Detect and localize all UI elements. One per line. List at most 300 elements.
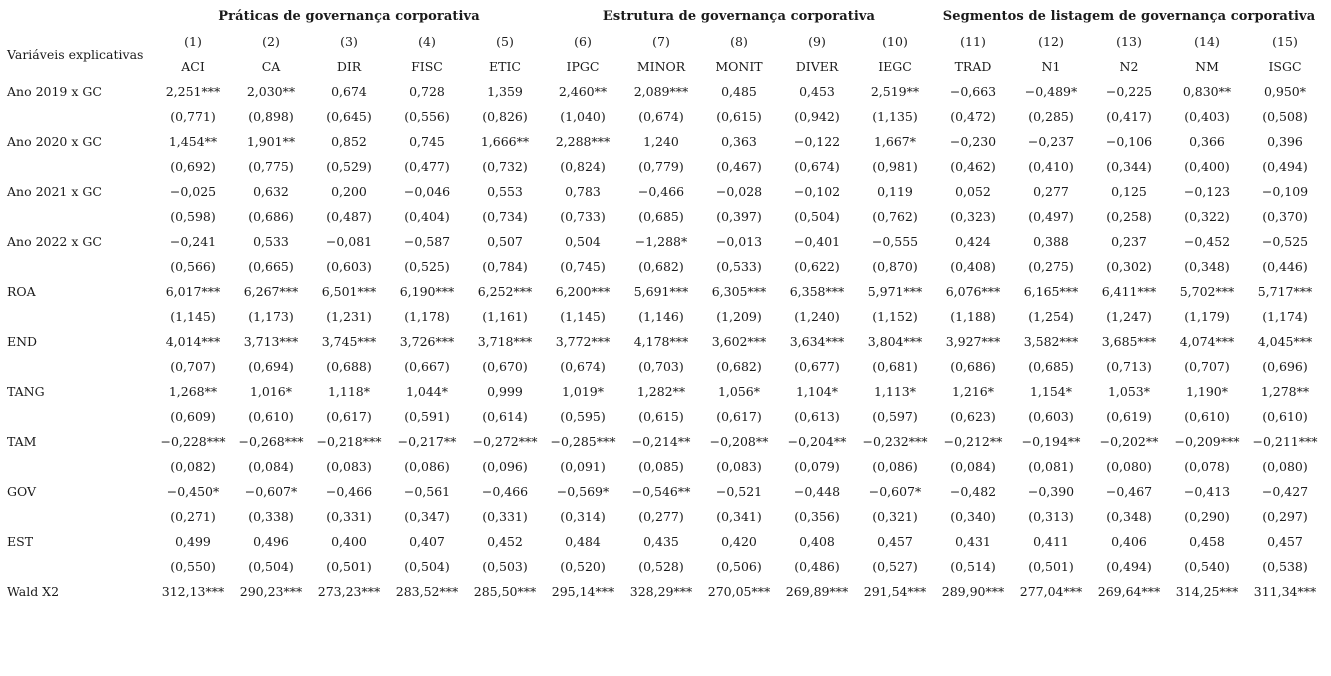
table-cell: 1,113* xyxy=(873,384,917,399)
row-label xyxy=(4,254,154,279)
table-cell: (1,040) xyxy=(560,109,606,124)
table-cell: (0,080) xyxy=(1262,459,1308,474)
table-cell: −0,546** xyxy=(631,484,691,499)
table-cell: −0,390 xyxy=(1027,484,1075,499)
table-cell: (0,707) xyxy=(1184,359,1230,374)
standard-error-row xyxy=(4,554,1324,579)
table-cell: (0,538) xyxy=(1262,559,1308,574)
table-cell: −0,607* xyxy=(244,484,298,499)
table-cell: (0,514) xyxy=(950,559,996,574)
table-cell: −0,285*** xyxy=(550,434,616,449)
table-cell: −0,202** xyxy=(1099,434,1159,449)
table-cell: (0,477) xyxy=(404,159,450,174)
row-label: END xyxy=(7,334,38,349)
row-label: TAM xyxy=(7,434,37,449)
table-cell: −1,288* xyxy=(634,234,688,249)
table-cell: (0,314) xyxy=(560,509,606,524)
table-cell: −0,194** xyxy=(1021,434,1081,449)
table-cell: 311,34*** xyxy=(1253,584,1317,599)
table-cell: (0,504) xyxy=(794,209,840,224)
table-cell: 295,14*** xyxy=(551,584,615,599)
table-cell: 2,089*** xyxy=(633,84,689,99)
table-cell: (0,472) xyxy=(950,109,996,124)
table-cell: (0,290) xyxy=(1184,509,1230,524)
table-cell: 0,852 xyxy=(331,134,367,149)
table-cell: 1,901** xyxy=(246,134,296,149)
table-cell: (0,681) xyxy=(872,359,918,374)
column-code: DIVER xyxy=(795,59,839,74)
table-cell: (0,271) xyxy=(170,509,216,524)
table-cell: (0,674) xyxy=(794,159,840,174)
table-cell: 0,745 xyxy=(409,134,445,149)
table-cell: 1,044* xyxy=(405,384,449,399)
table-cell: (0,703) xyxy=(638,359,684,374)
table-cell: (0,665) xyxy=(248,259,294,274)
table-cell: (0,613) xyxy=(794,409,840,424)
table-cell: 6,165*** xyxy=(1023,284,1079,299)
model-number: (15) xyxy=(1272,34,1298,49)
table-cell: (0,529) xyxy=(326,159,372,174)
table-cell: (1,145) xyxy=(560,309,606,324)
table-cell: (0,550) xyxy=(170,559,216,574)
model-number: (14) xyxy=(1194,34,1220,49)
regression-table xyxy=(4,4,1324,604)
table-cell: (0,610) xyxy=(248,409,294,424)
table-cell: (0,520) xyxy=(560,559,606,574)
table-cell: 6,017*** xyxy=(165,284,221,299)
table-cell: 0,830** xyxy=(1182,84,1232,99)
table-cell: 314,25*** xyxy=(1175,584,1239,599)
row-label: ROA xyxy=(7,284,36,299)
table-cell: (0,623) xyxy=(950,409,996,424)
table-cell: −0,268*** xyxy=(238,434,304,449)
table-cell: 0,458 xyxy=(1189,534,1225,549)
table-cell: (0,615) xyxy=(638,409,684,424)
table-cell: (0,083) xyxy=(716,459,762,474)
table-cell: −0,450* xyxy=(166,484,220,499)
coefficient-row xyxy=(4,279,1324,304)
column-code: TRAD xyxy=(954,59,992,74)
table-cell: 2,460** xyxy=(558,84,608,99)
table-cell: (0,078) xyxy=(1184,459,1230,474)
table-cell: (0,566) xyxy=(170,259,216,274)
table-cell: (0,784) xyxy=(482,259,528,274)
table-cell: (0,771) xyxy=(170,109,216,124)
table-cell: (0,525) xyxy=(404,259,450,274)
table-cell: 1,666** xyxy=(480,134,530,149)
table-cell: −0,555 xyxy=(871,234,919,249)
table-cell: (0,942) xyxy=(794,109,840,124)
table-cell: (0,081) xyxy=(1028,459,1074,474)
standard-error-row xyxy=(4,204,1324,229)
table-cell: (1,161) xyxy=(482,309,528,324)
table-cell: 290,23*** xyxy=(239,584,303,599)
table-cell: 3,582*** xyxy=(1023,334,1079,349)
table-cell: (0,527) xyxy=(872,559,918,574)
table-cell: 2,288*** xyxy=(555,134,611,149)
table-cell: (0,462) xyxy=(950,159,996,174)
table-cell: (0,297) xyxy=(1262,509,1308,524)
table-cell: 0,125 xyxy=(1111,184,1147,199)
table-cell: 1,104* xyxy=(795,384,839,399)
table-cell: (1,145) xyxy=(170,309,216,324)
table-cell: (0,370) xyxy=(1262,209,1308,224)
table-cell: 0,457 xyxy=(1267,534,1303,549)
column-code: MONIT xyxy=(715,59,763,74)
table-cell: 1,278** xyxy=(1260,384,1310,399)
table-cell: 0,407 xyxy=(409,534,445,549)
table-cell: (1,178) xyxy=(404,309,450,324)
table-cell: 1,454** xyxy=(168,134,218,149)
table-cell: (0,082) xyxy=(170,459,216,474)
table-cell: 1,118* xyxy=(327,384,371,399)
table-cell: 6,252*** xyxy=(477,284,533,299)
table-cell: (0,667) xyxy=(404,359,450,374)
model-number: (10) xyxy=(882,34,908,49)
table-header xyxy=(4,4,1324,79)
table-cell: (1,188) xyxy=(950,309,996,324)
table-cell: (0,981) xyxy=(872,159,918,174)
column-code: FISC xyxy=(411,59,443,74)
table-cell: 0,431 xyxy=(955,534,991,549)
table-cell: 6,358*** xyxy=(789,284,845,299)
table-cell: −0,211*** xyxy=(1252,434,1318,449)
row-label xyxy=(4,204,154,229)
table-cell: (0,083) xyxy=(326,459,372,474)
table-cell: (0,595) xyxy=(560,409,606,424)
coefficient-row xyxy=(4,429,1324,454)
table-cell: 6,501*** xyxy=(321,284,377,299)
table-cell: 3,804*** xyxy=(867,334,923,349)
table-cell: (0,682) xyxy=(716,359,762,374)
coefficient-row xyxy=(4,379,1324,404)
row-label: Ano 2020 x GC xyxy=(7,134,102,149)
table-cell: −0,122 xyxy=(793,134,841,149)
table-cell: (1,254) xyxy=(1028,309,1074,324)
table-cell: 0,366 xyxy=(1189,134,1225,149)
table-cell: (0,348) xyxy=(1184,259,1230,274)
column-code: ISGC xyxy=(1268,59,1302,74)
table-cell: (0,321) xyxy=(872,509,918,524)
column-code: IEGC xyxy=(878,59,912,74)
table-cell: 2,519** xyxy=(870,84,920,99)
row-label xyxy=(4,354,154,379)
table-cell: −0,106 xyxy=(1105,134,1153,149)
table-cell: 3,602*** xyxy=(711,334,767,349)
row-label: GOV xyxy=(7,484,37,499)
table-cell: (0,506) xyxy=(716,559,762,574)
table-cell: (0,677) xyxy=(794,359,840,374)
table-cell: (0,467) xyxy=(716,159,762,174)
table-cell: (0,331) xyxy=(482,509,528,524)
table-cell: −0,228*** xyxy=(160,434,226,449)
model-number: (11) xyxy=(960,34,986,49)
table-cell: (1,240) xyxy=(794,309,840,324)
model-number: (8) xyxy=(730,34,748,49)
table-cell: (0,348) xyxy=(1106,509,1152,524)
table-cell: (0,645) xyxy=(326,109,372,124)
table-cell: (0,688) xyxy=(326,359,372,374)
table-cell: (0,603) xyxy=(1028,409,1074,424)
table-cell: −0,209*** xyxy=(1174,434,1240,449)
table-cell: −0,521 xyxy=(715,484,763,499)
table-cell: (0,403) xyxy=(1184,109,1230,124)
table-cell: (0,302) xyxy=(1106,259,1152,274)
row-label: Ano 2021 x GC xyxy=(7,184,102,199)
model-number: (12) xyxy=(1038,34,1064,49)
table-cell: (0,322) xyxy=(1184,209,1230,224)
table-cell: (0,591) xyxy=(404,409,450,424)
table-cell: (0,619) xyxy=(1106,409,1152,424)
table-cell: −0,212** xyxy=(943,434,1003,449)
table-cell: −0,272*** xyxy=(472,434,538,449)
table-cell: −0,525 xyxy=(1261,234,1309,249)
table-cell: 3,745*** xyxy=(321,334,377,349)
model-number: (13) xyxy=(1116,34,1142,49)
coefficient-row xyxy=(4,479,1324,504)
standard-error-row xyxy=(4,254,1324,279)
table-cell: 0,452 xyxy=(487,534,523,549)
standard-error-row xyxy=(4,454,1324,479)
table-cell: 291,54*** xyxy=(863,584,927,599)
standard-error-row xyxy=(4,504,1324,529)
table-cell: (0,692) xyxy=(170,159,216,174)
table-cell: (1,179) xyxy=(1184,309,1230,324)
table-cell: 0,504 xyxy=(565,234,601,249)
model-number: (3) xyxy=(340,34,358,49)
column-header-row xyxy=(4,29,1324,54)
table-cell: (0,344) xyxy=(1106,159,1152,174)
table-cell: 3,718*** xyxy=(477,334,533,349)
table-cell: (0,598) xyxy=(170,209,216,224)
table-cell: (0,397) xyxy=(716,209,762,224)
table-cell: 0,363 xyxy=(721,134,757,149)
table-cell: (0,685) xyxy=(1028,359,1074,374)
table-cell: 0,632 xyxy=(253,184,289,199)
table-cell: 6,076*** xyxy=(945,284,1001,299)
table-cell: (0,556) xyxy=(404,109,450,124)
coefficient-row xyxy=(4,579,1324,604)
group-header-row xyxy=(4,4,1324,29)
table-cell: −0,489* xyxy=(1024,84,1078,99)
table-cell: (0,713) xyxy=(1106,359,1152,374)
table-cell: (0,084) xyxy=(248,459,294,474)
table-cell: (0,508) xyxy=(1262,109,1308,124)
table-cell: 4,045*** xyxy=(1257,334,1313,349)
column-code: IPGC xyxy=(566,59,600,74)
table-cell: (0,340) xyxy=(950,509,996,524)
table-cell: −0,232*** xyxy=(862,434,928,449)
coefficient-row xyxy=(4,179,1324,204)
table-cell: (0,400) xyxy=(1184,159,1230,174)
table-cell: 289,90*** xyxy=(941,584,1005,599)
table-cell: 6,411*** xyxy=(1101,284,1157,299)
table-cell: 5,702*** xyxy=(1179,284,1235,299)
table-cell: (0,275) xyxy=(1028,259,1074,274)
table-cell: 312,13*** xyxy=(161,584,225,599)
table-cell: 1,019* xyxy=(561,384,605,399)
table-cell: 1,216* xyxy=(951,384,995,399)
table-cell: −0,025 xyxy=(169,184,217,199)
table-cell: 1,268** xyxy=(168,384,218,399)
table-cell: (0,610) xyxy=(1184,409,1230,424)
table-cell: (0,824) xyxy=(560,159,606,174)
table-cell: (1,209) xyxy=(716,309,762,324)
table-cell: (0,610) xyxy=(1262,409,1308,424)
table-cell: −0,241 xyxy=(169,234,217,249)
table-cell: (0,503) xyxy=(482,559,528,574)
table-cell: 0,496 xyxy=(253,534,289,549)
table-cell: (0,528) xyxy=(638,559,684,574)
table-cell: (0,323) xyxy=(950,209,996,224)
table-cell: (0,597) xyxy=(872,409,918,424)
coefficient-row xyxy=(4,79,1324,104)
table-cell: −0,561 xyxy=(403,484,451,499)
standard-error-row xyxy=(4,404,1324,429)
table-cell: 0,388 xyxy=(1033,234,1069,249)
group-header-structure: Estrutura de governança corporativa xyxy=(602,9,876,24)
table-cell: (0,685) xyxy=(638,209,684,224)
table-cell: −0,401 xyxy=(793,234,841,249)
header-corner xyxy=(4,4,154,29)
table-cell: (0,277) xyxy=(638,509,684,524)
table-cell: (0,501) xyxy=(1028,559,1074,574)
table-cell: 0,119 xyxy=(877,184,913,199)
table-cell: 277,04*** xyxy=(1019,584,1083,599)
table-cell: −0,607* xyxy=(868,484,922,499)
table-cell: (0,696) xyxy=(1262,359,1308,374)
table-cell: (0,533) xyxy=(716,259,762,274)
table-cell: (0,487) xyxy=(326,209,372,224)
table-cell: −0,569* xyxy=(556,484,610,499)
table-cell: (0,096) xyxy=(482,459,528,474)
table-cell: 3,713*** xyxy=(243,334,299,349)
coefficient-row xyxy=(4,229,1324,254)
table-cell: −0,427 xyxy=(1261,484,1309,499)
model-number: (9) xyxy=(808,34,826,49)
table-cell: 6,267*** xyxy=(243,284,299,299)
table-cell: 1,190* xyxy=(1185,384,1229,399)
table-cell: −0,413 xyxy=(1183,484,1231,499)
table-cell: 0,406 xyxy=(1111,534,1147,549)
table-cell: −0,587 xyxy=(403,234,451,249)
table-cell: −0,448 xyxy=(793,484,841,499)
table-cell: 5,717*** xyxy=(1257,284,1313,299)
row-label xyxy=(4,404,154,429)
row-label: Ano 2022 x GC xyxy=(7,234,102,249)
table-cell: (0,617) xyxy=(326,409,372,424)
column-code: N2 xyxy=(1119,59,1139,74)
table-cell: 0,533 xyxy=(253,234,289,249)
table-cell: (0,622) xyxy=(794,259,840,274)
column-code: CA xyxy=(261,59,281,74)
table-cell: (0,779) xyxy=(638,159,684,174)
table-cell: 0,507 xyxy=(487,234,523,249)
table-cell: (0,408) xyxy=(950,259,996,274)
table-cell: (0,091) xyxy=(560,459,606,474)
column-code: ETIC xyxy=(489,59,521,74)
group-header-practices: Práticas de governança corporativa xyxy=(218,9,480,24)
table-cell: 4,074*** xyxy=(1179,334,1235,349)
table-cell: 3,634*** xyxy=(789,334,845,349)
table-cell: 270,05*** xyxy=(707,584,771,599)
table-cell: (0,338) xyxy=(248,509,294,524)
table-cell: (0,086) xyxy=(872,459,918,474)
table-cell: −0,028 xyxy=(715,184,763,199)
row-label: Ano 2019 x GC xyxy=(7,84,102,99)
table-cell: (0,898) xyxy=(248,109,294,124)
table-cell: 2,030** xyxy=(246,84,296,99)
table-cell: (0,732) xyxy=(482,159,528,174)
table-cell: −0,046 xyxy=(403,184,451,199)
table-cell: (0,258) xyxy=(1106,209,1152,224)
table-cell: −0,214** xyxy=(631,434,691,449)
table-cell: (1,174) xyxy=(1262,309,1308,324)
column-code: DIR xyxy=(336,59,362,74)
table-cell: (0,410) xyxy=(1028,159,1074,174)
table-cell: (0,686) xyxy=(950,359,996,374)
table-cell: 0,484 xyxy=(565,534,601,549)
variable-column-header: Variáveis explicativas xyxy=(7,46,144,62)
table-cell: (0,775) xyxy=(248,159,294,174)
table-cell: (0,085) xyxy=(638,459,684,474)
table-cell: (1,231) xyxy=(326,309,372,324)
table-cell: (0,614) xyxy=(482,409,528,424)
model-number: (4) xyxy=(418,34,436,49)
row-label xyxy=(4,454,154,479)
column-code: N1 xyxy=(1041,59,1061,74)
coefficient-row xyxy=(4,329,1324,354)
table-cell: (0,733) xyxy=(560,209,606,224)
table-cell: (0,686) xyxy=(248,209,294,224)
table-cell: (1,173) xyxy=(248,309,294,324)
table-cell: −0,482 xyxy=(949,484,997,499)
model-number: (6) xyxy=(574,34,592,49)
table-cell: −0,109 xyxy=(1261,184,1309,199)
table-cell: (0,617) xyxy=(716,409,762,424)
table-cell: −0,467 xyxy=(1105,484,1153,499)
table-cell: 1,016* xyxy=(249,384,293,399)
table-cell: (0,707) xyxy=(170,359,216,374)
table-cell: −0,237 xyxy=(1027,134,1075,149)
table-cell: 0,420 xyxy=(721,534,757,549)
table-cell: 269,64*** xyxy=(1097,584,1161,599)
table-cell: −0,217** xyxy=(397,434,457,449)
table-cell: 0,674 xyxy=(331,84,367,99)
table-cell: 1,056* xyxy=(717,384,761,399)
table-cell: −0,204** xyxy=(787,434,847,449)
table-cell: (0,494) xyxy=(1106,559,1152,574)
table-cell: (0,615) xyxy=(716,109,762,124)
table-cell: 1,359 xyxy=(487,84,523,99)
table-cell: 3,772*** xyxy=(555,334,611,349)
table-cell: (0,603) xyxy=(326,259,372,274)
table-cell: 1,282** xyxy=(636,384,686,399)
table-cell: (0,079) xyxy=(794,459,840,474)
row-label: Wald X2 xyxy=(7,584,60,599)
table-cell: (0,313) xyxy=(1028,509,1074,524)
column-code: ACI xyxy=(181,59,205,74)
table-cell: 6,190*** xyxy=(399,284,455,299)
table-cell: 1,053* xyxy=(1107,384,1151,399)
table-cell: (0,417) xyxy=(1106,109,1152,124)
table-cell: 328,29*** xyxy=(629,584,693,599)
table-cell: (0,682) xyxy=(638,259,684,274)
table-cell: (1,146) xyxy=(638,309,684,324)
table-cell: 4,014*** xyxy=(165,334,221,349)
table-cell: (0,347) xyxy=(404,509,450,524)
table-cell: (0,080) xyxy=(1106,459,1152,474)
